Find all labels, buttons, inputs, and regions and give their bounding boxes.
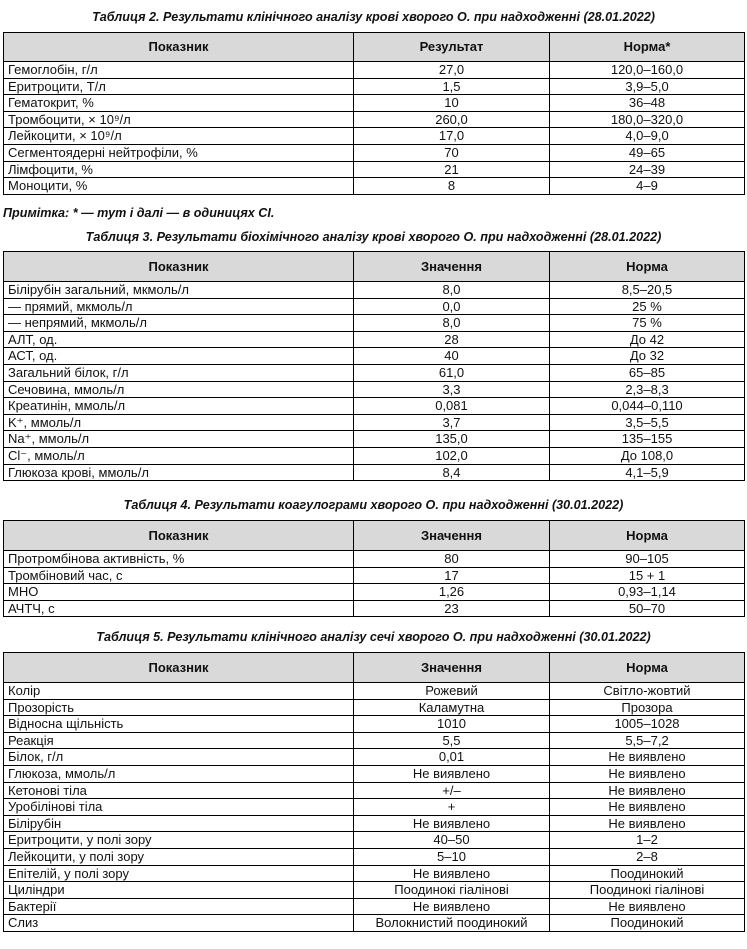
value-cell: 28	[354, 331, 550, 348]
indicator-cell: Na⁺, ммоль/л	[4, 431, 354, 448]
norm-cell: 3,9–5,0	[550, 78, 745, 95]
indicator-cell: Сегментоядерні нейтрофіли, %	[4, 144, 354, 161]
table-header-row	[4, 252, 745, 282]
indicator-cell: Глюкоза крові, ммоль/л	[4, 464, 354, 481]
value-cell: +/–	[354, 782, 550, 799]
indicator-cell: Кетонові тіла	[4, 782, 354, 799]
table-row	[4, 447, 745, 464]
indicator-cell: Прозорість	[4, 699, 354, 716]
indicator-cell: Білірубін загальний, мкмоль/л	[4, 282, 354, 299]
norm-cell: 25 %	[550, 298, 745, 315]
norm-cell: 5,5–7,2	[550, 732, 745, 749]
indicator-cell: Лейкоцити, у полі зору	[4, 848, 354, 865]
indicator-cell: Тромбіновий час, с	[4, 567, 354, 584]
value-cell: 5,5	[354, 732, 550, 749]
value-cell: Не виявлено	[354, 865, 550, 882]
norm-cell: До 108,0	[550, 447, 745, 464]
norm-cell: 4,1–5,9	[550, 464, 745, 481]
indicator-cell: — прямий, мкмоль/л	[4, 298, 354, 315]
table-row	[4, 799, 745, 816]
table-row	[4, 551, 745, 568]
value-cell: 1010	[354, 716, 550, 733]
column-header: Показник	[4, 653, 354, 683]
norm-cell: 120,0–160,0	[550, 62, 745, 79]
value-cell: 8,0	[354, 315, 550, 332]
indicator-cell: Гемоглобін, г/л	[4, 62, 354, 79]
table-row	[4, 111, 745, 128]
value-cell: 70	[354, 144, 550, 161]
norm-cell: Поодинокі гіалінові	[550, 882, 745, 899]
table-row	[4, 832, 745, 849]
indicator-cell: — непрямий, мкмоль/л	[4, 315, 354, 332]
table-row	[4, 749, 745, 766]
norm-cell: 4,0–9,0	[550, 128, 745, 145]
table-row	[4, 381, 745, 398]
table-row	[4, 464, 745, 481]
value-cell: 3,3	[354, 381, 550, 398]
table-row	[4, 161, 745, 178]
norm-cell: 8,5–20,5	[550, 282, 745, 299]
table-header-row	[4, 653, 745, 683]
value-cell: 0,01	[354, 749, 550, 766]
table-row	[4, 62, 745, 79]
value-cell: 3,7	[354, 414, 550, 431]
indicator-cell: Протромбінова активність, %	[4, 551, 354, 568]
norm-cell: Не виявлено	[550, 765, 745, 782]
table-3	[3, 251, 745, 481]
norm-cell: 0,044–0,110	[550, 398, 745, 415]
norm-cell: 0,93–1,14	[550, 584, 745, 601]
table-row	[4, 431, 745, 448]
norm-cell: 15 + 1	[550, 567, 745, 584]
column-header: Норма*	[550, 33, 745, 62]
table-row	[4, 815, 745, 832]
norm-cell: 49–65	[550, 144, 745, 161]
table-row	[4, 782, 745, 799]
value-cell: 1,26	[354, 584, 550, 601]
indicator-cell: Тромбоцити, × 10⁹/л	[4, 111, 354, 128]
table-row	[4, 915, 745, 932]
indicator-cell: Циліндри	[4, 882, 354, 899]
table-row	[4, 315, 745, 332]
norm-cell: 135–155	[550, 431, 745, 448]
column-header: Показник	[4, 33, 354, 62]
table-row	[4, 78, 745, 95]
value-cell: 5–10	[354, 848, 550, 865]
norm-cell: 50–70	[550, 600, 745, 617]
value-cell: 80	[354, 551, 550, 568]
table-4	[3, 520, 745, 617]
column-header: Норма	[550, 252, 745, 282]
table-4-caption: Таблиця 4. Результати коагулограми хворого О. при надходженні (30.01.2022)	[123, 498, 624, 512]
indicator-cell: Загальний білок, г/л	[4, 364, 354, 381]
table-row	[4, 128, 745, 145]
norm-cell: Світло-жовтий	[550, 683, 745, 700]
indicator-cell: Колір	[4, 683, 354, 700]
value-cell: Поодинокі гіалінові	[354, 882, 550, 899]
table-row	[4, 144, 745, 161]
indicator-cell: Глюкоза, ммоль/л	[4, 765, 354, 782]
norm-cell: 75 %	[550, 315, 745, 332]
indicator-cell: Відносна щільність	[4, 716, 354, 733]
table-row	[4, 716, 745, 733]
column-header: Значення	[354, 653, 550, 683]
indicator-cell: K⁺, ммоль/л	[4, 414, 354, 431]
table-row	[4, 898, 745, 915]
value-cell: Не виявлено	[354, 898, 550, 915]
table-row	[4, 732, 745, 749]
value-cell: 40	[354, 348, 550, 365]
indicator-cell: Слиз	[4, 915, 354, 932]
indicator-cell: Білірубін	[4, 815, 354, 832]
column-header: Значення	[354, 521, 550, 551]
table-header-row	[4, 521, 745, 551]
column-header: Норма	[550, 521, 745, 551]
norm-cell: 1–2	[550, 832, 745, 849]
table-2	[3, 32, 745, 195]
table-row	[4, 364, 745, 381]
column-header: Значення	[354, 252, 550, 282]
value-cell: 0,081	[354, 398, 550, 415]
indicator-cell: Моноцити, %	[4, 178, 354, 195]
value-cell: 23	[354, 600, 550, 617]
table-row	[4, 348, 745, 365]
value-cell: 8,4	[354, 464, 550, 481]
indicator-cell: Сечовина, ммоль/л	[4, 381, 354, 398]
norm-cell: 65–85	[550, 364, 745, 381]
indicator-cell: Лімфоцити, %	[4, 161, 354, 178]
value-cell: 17,0	[354, 128, 550, 145]
table-row	[4, 567, 745, 584]
value-cell: +	[354, 799, 550, 816]
column-header: Показник	[4, 252, 354, 282]
table-5	[3, 652, 745, 932]
value-cell: 8	[354, 178, 550, 195]
indicator-cell: Лейкоцити, × 10⁹/л	[4, 128, 354, 145]
norm-cell: 24–39	[550, 161, 745, 178]
table-5-caption: Таблиця 5. Результати клінічного аналізу сечі хворого О. при надходженні (30.01.2022)	[96, 630, 651, 644]
value-cell: 260,0	[354, 111, 550, 128]
value-cell: 17	[354, 567, 550, 584]
norm-cell: 4–9	[550, 178, 745, 195]
norm-cell: 2,3–8,3	[550, 381, 745, 398]
value-cell: 10	[354, 95, 550, 112]
table-row	[4, 683, 745, 700]
value-cell: Не виявлено	[354, 815, 550, 832]
indicator-cell: Креатинін, ммоль/л	[4, 398, 354, 415]
table-row	[4, 600, 745, 617]
norm-cell: Поодинокий	[550, 915, 745, 932]
norm-cell: Не виявлено	[550, 898, 745, 915]
indicator-cell: Бактерії	[4, 898, 354, 915]
table-row	[4, 95, 745, 112]
footnote: Примітка: * — тут і далі — в одиницях СІ.	[3, 206, 275, 220]
indicator-cell: Гематокрит, %	[4, 95, 354, 112]
value-cell: 1,5	[354, 78, 550, 95]
norm-cell: 2–8	[550, 848, 745, 865]
norm-cell: Не виявлено	[550, 749, 745, 766]
indicator-cell: АЧТЧ, с	[4, 600, 354, 617]
table-3-caption: Таблиця 3. Результати біохімічного аналізу крові хворого О. при надходженні (28.01.2022)	[85, 230, 662, 244]
indicator-cell: Еритроцити, Т/л	[4, 78, 354, 95]
table-row	[4, 178, 745, 195]
value-cell: Рожевий	[354, 683, 550, 700]
table-row	[4, 398, 745, 415]
norm-cell: До 42	[550, 331, 745, 348]
norm-cell: Не виявлено	[550, 815, 745, 832]
norm-cell: 36–48	[550, 95, 745, 112]
table-row	[4, 848, 745, 865]
table-row	[4, 699, 745, 716]
table-row	[4, 298, 745, 315]
indicator-cell: АСТ, од.	[4, 348, 354, 365]
value-cell: 135,0	[354, 431, 550, 448]
value-cell: Каламутна	[354, 699, 550, 716]
table-row	[4, 414, 745, 431]
indicator-cell: МНО	[4, 584, 354, 601]
norm-cell: Не виявлено	[550, 782, 745, 799]
norm-cell: 90–105	[550, 551, 745, 568]
value-cell: 61,0	[354, 364, 550, 381]
indicator-cell: Уробілінові тіла	[4, 799, 354, 816]
indicator-cell: Білок, г/л	[4, 749, 354, 766]
indicator-cell: Реакція	[4, 732, 354, 749]
norm-cell: 180,0–320,0	[550, 111, 745, 128]
norm-cell: 3,5–5,5	[550, 414, 745, 431]
indicator-cell: Епітелій, у полі зору	[4, 865, 354, 882]
norm-cell: Не виявлено	[550, 799, 745, 816]
value-cell: 40–50	[354, 832, 550, 849]
column-header: Норма	[550, 653, 745, 683]
value-cell: 21	[354, 161, 550, 178]
value-cell: Волокнистий поодинокий	[354, 915, 550, 932]
value-cell: 0,0	[354, 298, 550, 315]
indicator-cell: Еритроцити, у полі зору	[4, 832, 354, 849]
table-row	[4, 882, 745, 899]
norm-cell: Поодинокий	[550, 865, 745, 882]
value-cell: 27,0	[354, 62, 550, 79]
value-cell: 102,0	[354, 447, 550, 464]
table-2-caption: Таблиця 2. Результати клінічного аналізу крові хворого О. при надходженні (28.01.2022)	[92, 10, 655, 24]
table-row	[4, 765, 745, 782]
table-header-row	[4, 33, 745, 62]
value-cell: 8,0	[354, 282, 550, 299]
column-header: Результат	[354, 33, 550, 62]
indicator-cell: Cl⁻, ммоль/л	[4, 447, 354, 464]
norm-cell: Прозора	[550, 699, 745, 716]
table-row	[4, 282, 745, 299]
indicator-cell: АЛТ, од.	[4, 331, 354, 348]
table-row	[4, 584, 745, 601]
norm-cell: 1005–1028	[550, 716, 745, 733]
table-row	[4, 865, 745, 882]
value-cell: Не виявлено	[354, 765, 550, 782]
norm-cell: До 32	[550, 348, 745, 365]
table-row	[4, 331, 745, 348]
column-header: Показник	[4, 521, 354, 551]
